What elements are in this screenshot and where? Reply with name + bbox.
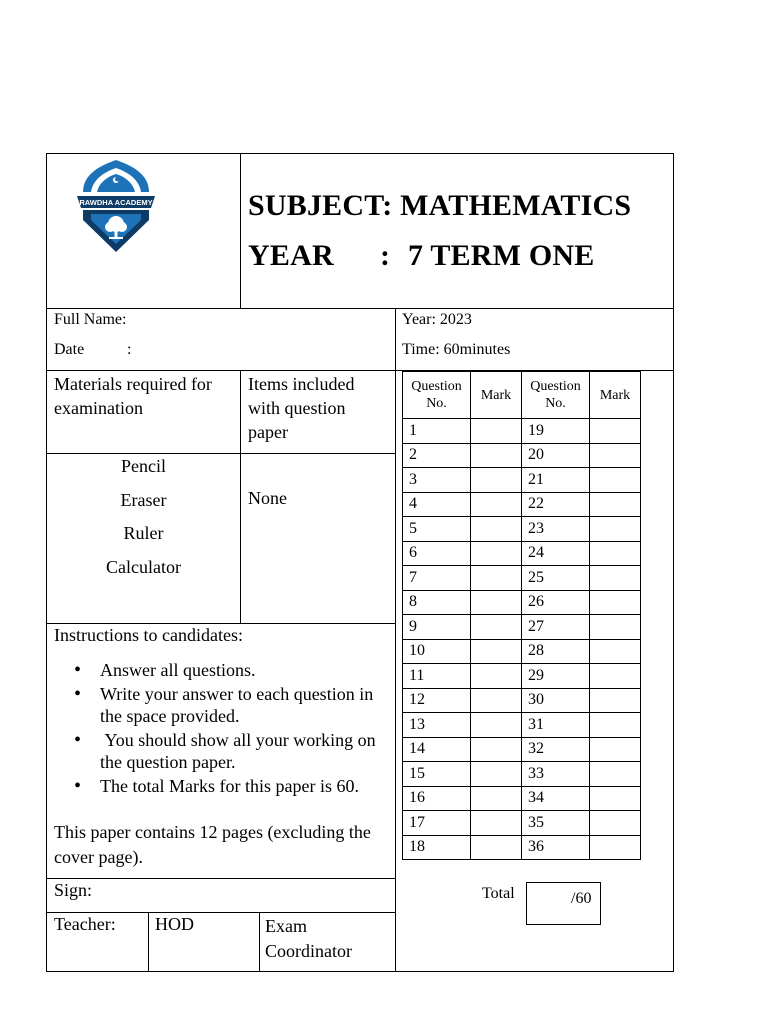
question-number-cell: 3 — [403, 468, 471, 493]
logo-lettering: RAWDHA ACADEMY — [79, 198, 153, 207]
mark-cell[interactable] — [471, 615, 522, 640]
question-number-cell: 30 — [522, 688, 590, 713]
mark-cell[interactable] — [590, 615, 641, 640]
question-number-cell: 8 — [403, 590, 471, 615]
question-number-cell: 2 — [403, 443, 471, 468]
material-item: Ruler — [123, 523, 164, 543]
mark-cell[interactable] — [471, 639, 522, 664]
mark-table-row — [403, 664, 641, 689]
mark-cell[interactable] — [590, 835, 641, 860]
instruction-item: • You should show all your working on the question paper. — [54, 729, 384, 774]
mark-cell[interactable] — [590, 786, 641, 811]
question-number-cell: 29 — [522, 664, 590, 689]
mark-table-row — [403, 688, 641, 713]
materials-required-list — [47, 454, 240, 588]
question-number-cell: 19 — [522, 419, 590, 444]
mark-cell[interactable] — [471, 419, 522, 444]
mark-cell[interactable] — [590, 639, 641, 664]
teacher-label: Teacher: — [54, 914, 116, 934]
question-number-cell: 15 — [403, 762, 471, 787]
mark-table-row — [403, 492, 641, 517]
mark-table-body — [403, 419, 641, 860]
items-included-value: None — [248, 488, 287, 508]
mark-table-row — [403, 811, 641, 836]
mark-cell[interactable] — [471, 835, 522, 860]
question-no-header: Question No. — [403, 372, 471, 419]
mark-table-row — [403, 713, 641, 738]
mark-table-row — [403, 615, 641, 640]
mark-cell[interactable] — [590, 688, 641, 713]
question-number-cell: 18 — [403, 835, 471, 860]
mark-header: Mark — [471, 372, 522, 419]
mark-table-row — [403, 541, 641, 566]
question-number-cell: 23 — [522, 517, 590, 542]
question-number-cell: 31 — [522, 713, 590, 738]
mark-cell[interactable] — [590, 566, 641, 591]
year-label: YEAR — [248, 239, 334, 272]
mark-table — [402, 371, 641, 860]
mark-table-row — [403, 786, 641, 811]
mark-cell[interactable] — [471, 664, 522, 689]
mark-cell[interactable] — [471, 737, 522, 762]
mark-cell[interactable] — [471, 762, 522, 787]
mark-table-row — [403, 835, 641, 860]
exam-time: Time: 60minutes — [402, 341, 511, 358]
mark-cell[interactable] — [590, 713, 641, 738]
question-number-cell: 16 — [403, 786, 471, 811]
material-item: Pencil — [121, 456, 166, 476]
mark-cell[interactable] — [471, 590, 522, 615]
question-number-cell: 36 — [522, 835, 590, 860]
mark-cell[interactable] — [471, 566, 522, 591]
mark-table-row — [403, 566, 641, 591]
question-number-cell: 21 — [522, 468, 590, 493]
mark-cell[interactable] — [590, 811, 641, 836]
mark-table-row — [403, 468, 641, 493]
question-number-cell: 10 — [403, 639, 471, 664]
mark-header: Mark — [590, 372, 641, 419]
material-item: Eraser — [120, 489, 167, 510]
mark-cell[interactable] — [471, 468, 522, 493]
instructions-title: Instructions to candidates: — [54, 625, 243, 645]
question-number-cell: 5 — [403, 517, 471, 542]
mark-cell[interactable] — [590, 419, 641, 444]
mark-cell[interactable] — [471, 517, 522, 542]
mark-cell[interactable] — [590, 541, 641, 566]
question-number-cell: 7 — [403, 566, 471, 591]
pages-note: This paper contains 12 pages (excluding the cover page). — [54, 822, 371, 867]
date-separator: : — [127, 341, 132, 358]
mark-cell[interactable] — [471, 713, 522, 738]
instruction-item: • Answer all questions. — [54, 659, 384, 682]
mark-table-row — [403, 762, 641, 787]
mark-table-row — [403, 590, 641, 615]
question-number-cell: 6 — [403, 541, 471, 566]
full-name-label: Full Name: — [54, 311, 127, 328]
instruction-item: • Write your answer to each question in the space provided. — [54, 683, 384, 728]
exam-year: Year: 2023 — [402, 311, 472, 328]
mark-cell[interactable] — [471, 541, 522, 566]
school-logo — [75, 158, 157, 254]
mark-cell[interactable] — [471, 811, 522, 836]
mark-cell[interactable] — [590, 468, 641, 493]
mark-cell[interactable] — [590, 590, 641, 615]
mark-table-row — [403, 639, 641, 664]
material-item: Calculator — [106, 556, 181, 577]
year-separator: : — [380, 239, 391, 272]
question-number-cell: 4 — [403, 492, 471, 517]
mark-cell[interactable] — [471, 443, 522, 468]
question-number-cell: 20 — [522, 443, 590, 468]
question-number-cell: 32 — [522, 737, 590, 762]
mark-table-row — [403, 517, 641, 542]
total-value: /60 — [571, 890, 592, 907]
question-number-cell: 27 — [522, 615, 590, 640]
subject-title: SUBJECT: MATHEMATICS — [248, 189, 632, 222]
date-label: Date — [54, 341, 85, 358]
items-included-header: Items included with question paper — [248, 374, 355, 442]
materials-required-header: Materials required for examination — [54, 374, 212, 418]
mark-table-row — [403, 737, 641, 762]
mark-cell[interactable] — [471, 492, 522, 517]
mark-table-row — [403, 443, 641, 468]
total-label: Total — [482, 885, 515, 902]
year-value: 7 TERM ONE — [408, 239, 595, 272]
mark-cell[interactable] — [590, 762, 641, 787]
mark-table-row — [403, 419, 641, 444]
hod-label: HOD — [155, 914, 194, 934]
sign-label: Sign: — [54, 880, 93, 900]
question-number-cell: 35 — [522, 811, 590, 836]
question-number-cell: 22 — [522, 492, 590, 517]
mark-cell[interactable] — [590, 737, 641, 762]
question-no-header: Question No. — [522, 372, 590, 419]
question-number-cell: 9 — [403, 615, 471, 640]
total-box[interactable] — [526, 882, 601, 925]
question-number-cell: 25 — [522, 566, 590, 591]
question-number-cell: 24 — [522, 541, 590, 566]
question-number-cell: 17 — [403, 811, 471, 836]
question-number-cell: 12 — [403, 688, 471, 713]
mark-cell[interactable] — [471, 786, 522, 811]
exam-coordinator-label: Exam Coordinator — [265, 916, 352, 961]
question-number-cell: 1 — [403, 419, 471, 444]
mark-cell[interactable] — [590, 443, 641, 468]
question-number-cell: 34 — [522, 786, 590, 811]
instruction-item: • The total Marks for this paper is 60. — [54, 775, 384, 798]
question-number-cell: 14 — [403, 737, 471, 762]
question-number-cell: 26 — [522, 590, 590, 615]
instructions-list — [54, 659, 384, 798]
question-number-cell: 28 — [522, 639, 590, 664]
mark-cell[interactable] — [471, 688, 522, 713]
question-number-cell: 13 — [403, 713, 471, 738]
question-number-cell: 33 — [522, 762, 590, 787]
mark-cell[interactable] — [590, 664, 641, 689]
mark-cell[interactable] — [590, 517, 641, 542]
mark-cell[interactable] — [590, 492, 641, 517]
question-number-cell: 11 — [403, 664, 471, 689]
